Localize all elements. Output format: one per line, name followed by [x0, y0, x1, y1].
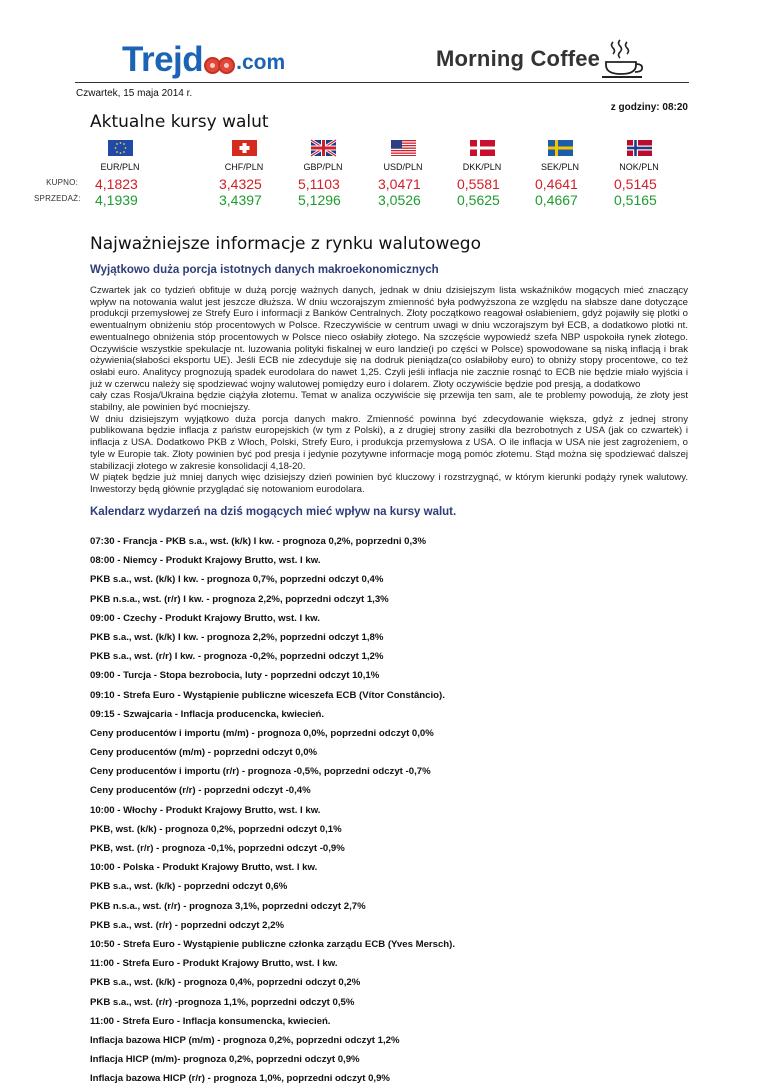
buy-label: KUPNO: [46, 178, 78, 187]
calendar-item: 09:00 - Czechy - Produkt Krajowy Brutto, wst. I kw. [90, 612, 320, 624]
calendar-item: 11:00 - Strefa Euro - Inflacja konsumencka, kwiecień. [90, 1015, 331, 1027]
calendar-item: Inflacja bazowa HICP (m/m) - prognoza 0,2%, poprzedni odczyt 1,2% [90, 1034, 400, 1046]
news-body [90, 285, 688, 496]
buy-rate: 5,1103 [298, 176, 340, 192]
eu-flag-icon [108, 140, 133, 156]
calendar-item: Ceny producentów (m/m) - poprzedni odczyt 0,0% [90, 747, 318, 759]
uk-flag-icon [311, 140, 336, 156]
sell-label: SPRZEDAŻ: [34, 194, 81, 203]
rates-heading: Aktualne kursy walut [90, 112, 269, 132]
calendar-item: PKB, wst. (r/r) - prognoza -0,1%, poprzedni odczyt -0,9% [90, 843, 345, 854]
calendar-item: Ceny producentów i importu (m/m) - prognoza 0,0%, poprzedni odczyt 0,0% [90, 727, 434, 739]
currency-nok [604, 140, 674, 208]
currency-chf [209, 140, 279, 208]
buy-rate: 0,5581 [457, 176, 500, 192]
calendar-item: 08:00 - Niemcy - Produkt Krajowy Brutto, wst. I kw. [90, 555, 321, 567]
calendar-item: Ceny producentów i importu (r/r) - prognoza -0,5%, poprzedni odczyt -0,7% [90, 766, 431, 778]
report-date: Czwartek, 15 maja 2014 r. [76, 88, 193, 99]
sell-rate: 0,4667 [535, 192, 578, 208]
calendar-item: 07:30 - Francja - PKB s.a., wst. (k/k) I kw. - prognoza 0,2%, poprzedni 0,3% [90, 536, 427, 547]
currency-code: DKK/PLN [462, 162, 502, 172]
buy-rate: 0,5145 [614, 176, 657, 192]
sell-rate: 3,4397 [219, 192, 262, 208]
logo-text: Trejd [122, 40, 204, 79]
news-paragraph: Czwartek jak co tydzień obfituje w dużą porcję ważnych danych, jednak w dniu dzisiejszym lista wskaźników mogących mieć znaczący wpływ na notowania walut jest jeszcze dłuższa. W dniu wczorajszym zmienność była podwyższona ze względu na słabsze dane dotyczące produkcji przemysłowej ze Strefy Euro i informacji z Banków Centralnych. Złoty początkowo reagował osłabieniem, gdyż pojawiły się plotki o ewentualnym obniżeniu stóp procentowych w Polsce. Rzeczywiście w centrum uwagi w dniu wczorajszym był ECB, a dodatkowo plotki nt. ewentualnego obniżenia stóp procentowych w Polsce nieco osłabiły złotego. Na szczęście wypowiedź szefa NBP uspokoiła rynek złotego. Oczywiście wszystkie spekulacje nt. luzowania polityki fiskalnej w euro landzie(i po części w Polsce) spowodowane są niską inflacją i brak ożywienia(słabości eksportu UE). Jeśli ECB nie zdecyduje się na dodruk pieniądza(co osłabiłoby euro) to obniży stopy procentowe, co też osłabi euro. Analitycy prognozują spadek eurodolara do nawet 1,25. Czyli jeśli inflacja nie zacznie rosnąć to ECB nie będzie miało wyjścia i już w czerwcu należy się spodziewać wojny walutowej pomiędzy euro i dolarem. Złoty oczywiście będzie pod presją, a dodatkowo [90, 285, 688, 390]
calendar-item: 09:10 - Strefa Euro - Wystąpienie publiczne wiceszefa ECB (Vítor Constâncio). [90, 689, 445, 701]
swiss-flag-icon [232, 140, 257, 156]
currency-usd [368, 140, 438, 208]
news-paragraph: W piątek będzie już mniej danych więc dzisiejszy dzień powinien być kluczowy i rozstrzygnąć, w którym kierunki podąży rynek walutowy. Inwestorzy będą głównie przyglądać się notowaniom eurodolara. [90, 472, 688, 495]
calendar-item: 10:00 - Włochy - Produkt Krajowy Brutto, wst. I kw. [90, 804, 321, 816]
calendar-item: PKB s.a., wst. (r/r) - poprzedni odczyt 2,2% [90, 919, 285, 931]
calendar-item: 09:15 - Szwajcaria - Inflacja producencka, kwiecień. [90, 708, 325, 720]
currency-sek [525, 140, 595, 208]
sell-rate: 0,5625 [457, 192, 500, 208]
logo-domain: .com [236, 51, 286, 74]
calendar-item: 09:00 - Turcja - Stopa bezrobocia, luty - poprzedni odczyt 10,1% [90, 670, 380, 682]
news-paragraph: cały czas Rosja/Ukraina będzie ciążyła złotemu. Temat w analiza oczywiście się przewija ten sam, ale te problemy powodują, że złoty jest stabilny, ale powinien być mocniejszy. [90, 390, 688, 414]
calendar-item: PKB s.a., wst. (k/k) - poprzedni odczyt 0,6% [90, 881, 288, 893]
calendar-item: 11:00 - Strefa Euro - Produkt Krajowy Brutto, wst. I kw. [90, 958, 338, 970]
sell-rate: 3,0526 [378, 192, 421, 208]
calendar-item: 10:00 - Polska - Produkt Krajowy Brutto, wst. I kw. [90, 862, 318, 874]
calendar-item: Inflacja bazowa HICP (r/r) - prognoza 1,0%, poprzedni odczyt 0,9% [90, 1073, 390, 1085]
sell-rate: 0,5165 [614, 192, 657, 208]
currency-code: SEK/PLN [540, 162, 580, 172]
calendar-item: Ceny producentów (r/r) - poprzedni odczyt -0,4% [90, 785, 311, 797]
buy-rate: 3,4325 [219, 176, 262, 192]
calendar-item: PKB s.a., wst. (k/k) I kw. - prognoza 0,7%, poprzedni odczyt 0,4% [90, 574, 384, 586]
norwegian-flag-icon [627, 140, 652, 156]
calendar-item: PKB n.s.a., wst. (r/r) - prognoza 3,1%, poprzedni odczyt 2,7% [90, 900, 366, 912]
brand-title: Morning Coffee [436, 46, 601, 71]
danish-flag-icon [470, 140, 495, 156]
event-calendar-list [90, 532, 688, 1088]
currency-rates-table [0, 140, 768, 215]
currency-dkk [447, 140, 517, 208]
buy-rate: 4,1823 [95, 176, 138, 192]
calendar-item: PKB s.a., wst. (r/r) I kw. - prognoza -0,2%, poprzedni odczyt 1,2% [90, 651, 384, 663]
calendar-item: PKB s.a., wst. (k/k) - prognoza 0,4%, poprzedni odczyt 0,2% [90, 977, 361, 989]
calendar-heading: Kalendarz wydarzeń na dziś mogących mieć wpływ na kursy walut. [90, 506, 457, 518]
calendar-item: PKB, wst. (k/k) - prognoza 0,2%, poprzedni odczyt 0,1% [90, 823, 342, 835]
currency-code: NOK/PLN [619, 162, 659, 172]
calendar-item: PKB n.s.a., wst. (r/r) I kw. - prognoza 2,2%, poprzedni odczyt 1,3% [90, 593, 389, 605]
news-paragraph: W dniu dzisiejszym wyjątkowo duża porcja danych makro. Zmienność powinna być zdecydowanie większa, gdyż z jednej strony publikowana będzie inflacja z państw europejskich (w tym z Polski), a z drugiej strony zasiłki dla bezrobotnych z USA (jak co czwartek) i inflacja z USA. Dodatkowo PKB z Włoch, Polski, Strefy Euro, i produkcja przemysłowa z USA. O ile inflacja w USA nie jest zagrożeniem, o tyle w Europie tak. Złoty powinien być pod presja i jedynie pozytywne informacje mogą pomóc złotemu. Stąd można się spodziewać dalszej stabilizacji złotego w zakresie konsolidacji 4,18-20. [90, 413, 688, 472]
us-flag-icon [391, 140, 416, 156]
calendar-item: PKB s.a., wst. (r/r) -prognoza 1,1%, poprzedni odczyt 0,5% [90, 996, 355, 1008]
currency-code: CHF/PLN [224, 162, 264, 172]
news-subheading: Wyjątkowo duża porcja istotnych danych makroekonomicznych [90, 264, 439, 276]
header-divider [75, 82, 689, 83]
coins-icon [204, 57, 235, 74]
calendar-item: Inflacja HICP (m/m)- prognoza 0,2%, poprzedni odczyt 0,9% [90, 1054, 360, 1066]
calendar-item: PKB s.a., wst. (k/k) I kw. - prognoza 2,2%, poprzedni odczyt 1,8% [90, 631, 384, 643]
buy-rate: 3,0471 [378, 176, 421, 192]
report-time: z godziny: 08:20 [610, 102, 688, 113]
currency-code: GBP/PLN [303, 162, 343, 172]
swedish-flag-icon [548, 140, 573, 156]
sell-rate: 5,1296 [298, 192, 341, 208]
news-heading: Najważniejsze informacje z rynku walutowego [90, 234, 481, 254]
calendar-item: 10:50 - Strefa Euro - Wystąpienie publiczne członka zarządu ECB (Yves Mersch). [90, 938, 456, 950]
trejdoo-logo [122, 42, 285, 78]
currency-eur [85, 140, 155, 208]
currency-code: USD/PLN [383, 162, 423, 172]
coffee-cup-icon [600, 38, 646, 80]
currency-gbp [288, 140, 358, 208]
currency-code: EUR/PLN [100, 162, 140, 172]
sell-rate: 4,1939 [95, 192, 138, 208]
buy-rate: 0,4641 [535, 176, 578, 192]
